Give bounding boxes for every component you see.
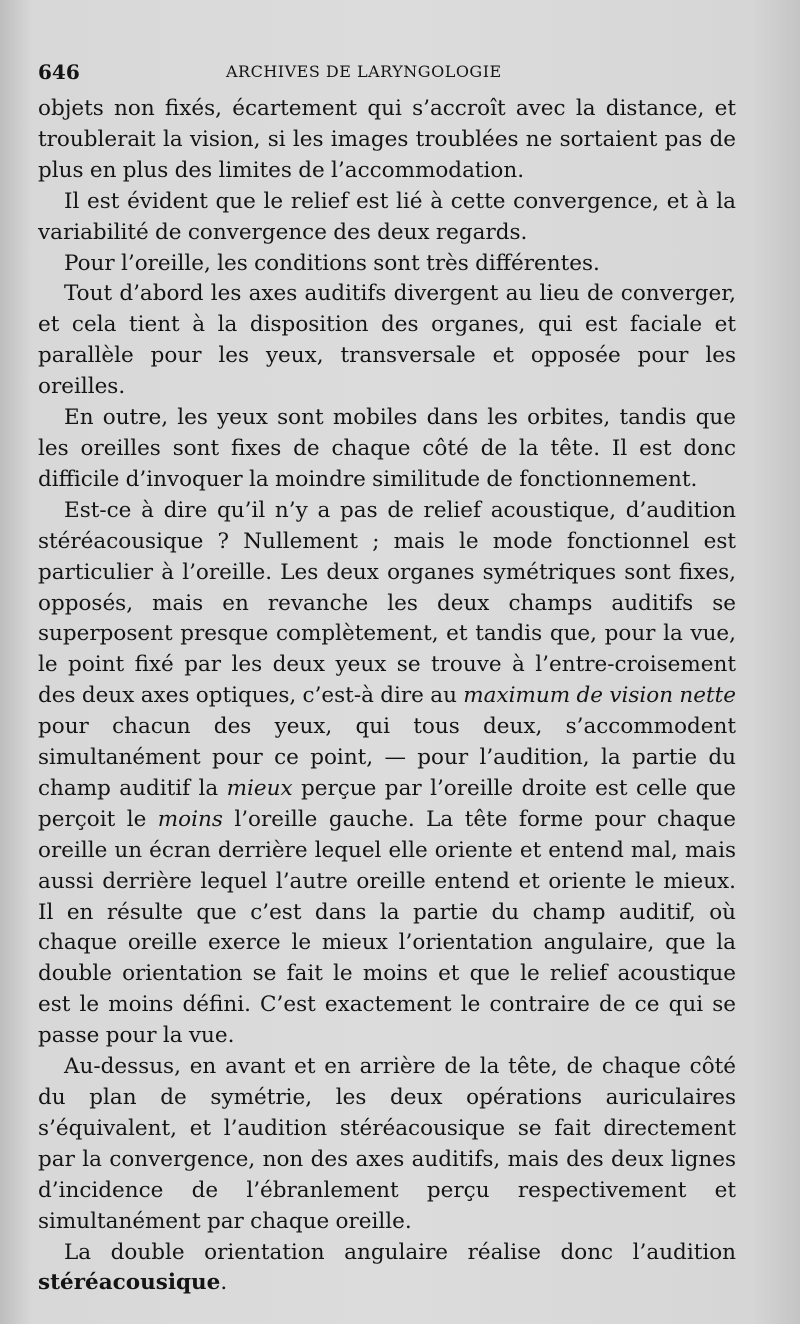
paragraph-yeux-mobiles: En outre, les yeux sont mobiles dans les orbites, tandis que les oreilles sont fixes de chaque côté de la tête. Il est donc difficile d’invoquer la moindre similitude de fonctionnement. <box>38 405 736 492</box>
text-segment: . <box>220 1270 228 1296</box>
text-segment: l’oreille gauche. La tête forme pour chaque oreille un écran derrière lequel elle oriente et entend mal, mais aussi derrière lequel l’autre oreille entend et oriente le mieux. Il en résulte que c’est dans la partie du champ auditif, où chaque oreille exerce le mieux l’orientation angulaire, que la double orientation se fait le moins et que le relief acoustique est le moins défini. C’est exactement le contraire de ce qui se passe pour la vue. <box>38 806 736 1049</box>
paragraph-continuation: objets non fixés, écartement qui s’accroît avec la distance, et troublerait la vision, si les images troublées ne sortaient pas de plus en plus des limites de l’accommodation. <box>38 96 736 183</box>
italic-term-moins: moins <box>157 806 223 832</box>
paragraph-convergence: Il est évident que le relief est lié à cette convergence, et à la variabilité de convergence des deux regards. <box>38 188 736 245</box>
italic-term-mieux: mieux <box>226 775 293 801</box>
text-segment: perçue par l’oreille droite est celle que perçoit le <box>38 775 736 832</box>
paragraph-axes-auditifs: Tout d’abord les axes auditifs divergent au lieu de converger, et cela tient à la disposition des organes, qui est faciale et parallèle pour les yeux, transversale et opposée pour les oreilles. <box>38 281 736 400</box>
text-segment: pour chacun des yeux, qui tous deux, s’accommodent simultanément pour ce point, — pour l’audition, la partie du champ auditif la <box>38 714 736 801</box>
paragraph-relief-acoustique <box>38 496 736 1052</box>
body-text <box>38 94 736 1299</box>
italic-term-maximum-vision: maximum de vision nette <box>463 683 736 709</box>
paragraph-oreille: Pour l’oreille, les conditions sont très différentes. <box>64 250 600 276</box>
bold-term-stereacousique: stéréacousique <box>38 1270 221 1296</box>
paragraph-conclusion <box>38 1238 736 1300</box>
page-number: 646 <box>38 60 80 84</box>
text-segment: Est-ce à dire qu’il n’y a pas de relief acoustique, d’audition stéréacousique ? Nullement ; mais le mode fonctionnel est particulier à l’oreille. Les deux organes symétriques sont fixes, opposés, mais en revanche les deux champs auditifs se superposent presque complètement, et tandis que, pour la vue, le point fixé par les deux yeux se trouve à l’entre-croisement des deux axes optiques, c’est-à dire au <box>38 497 736 709</box>
page-header <box>38 56 736 90</box>
paragraph-au-dessus: Au-dessus, en avant et en arrière de la tête, de chaque côté du plan de symétrie, les deux opérations auriculaires s’équivalent, et l’audition stéréacousique se fait directement par la convergence, non des axes auditifs, mais des deux lignes d’incidence de l’ébranlement perçu respectivement et simultanément par chaque oreille. <box>38 1054 736 1234</box>
text-segment: La double orientation angulaire réalise donc l’audition <box>64 1239 736 1265</box>
running-head: ARCHIVES DE LARYNGOLOGIE <box>226 62 502 81</box>
